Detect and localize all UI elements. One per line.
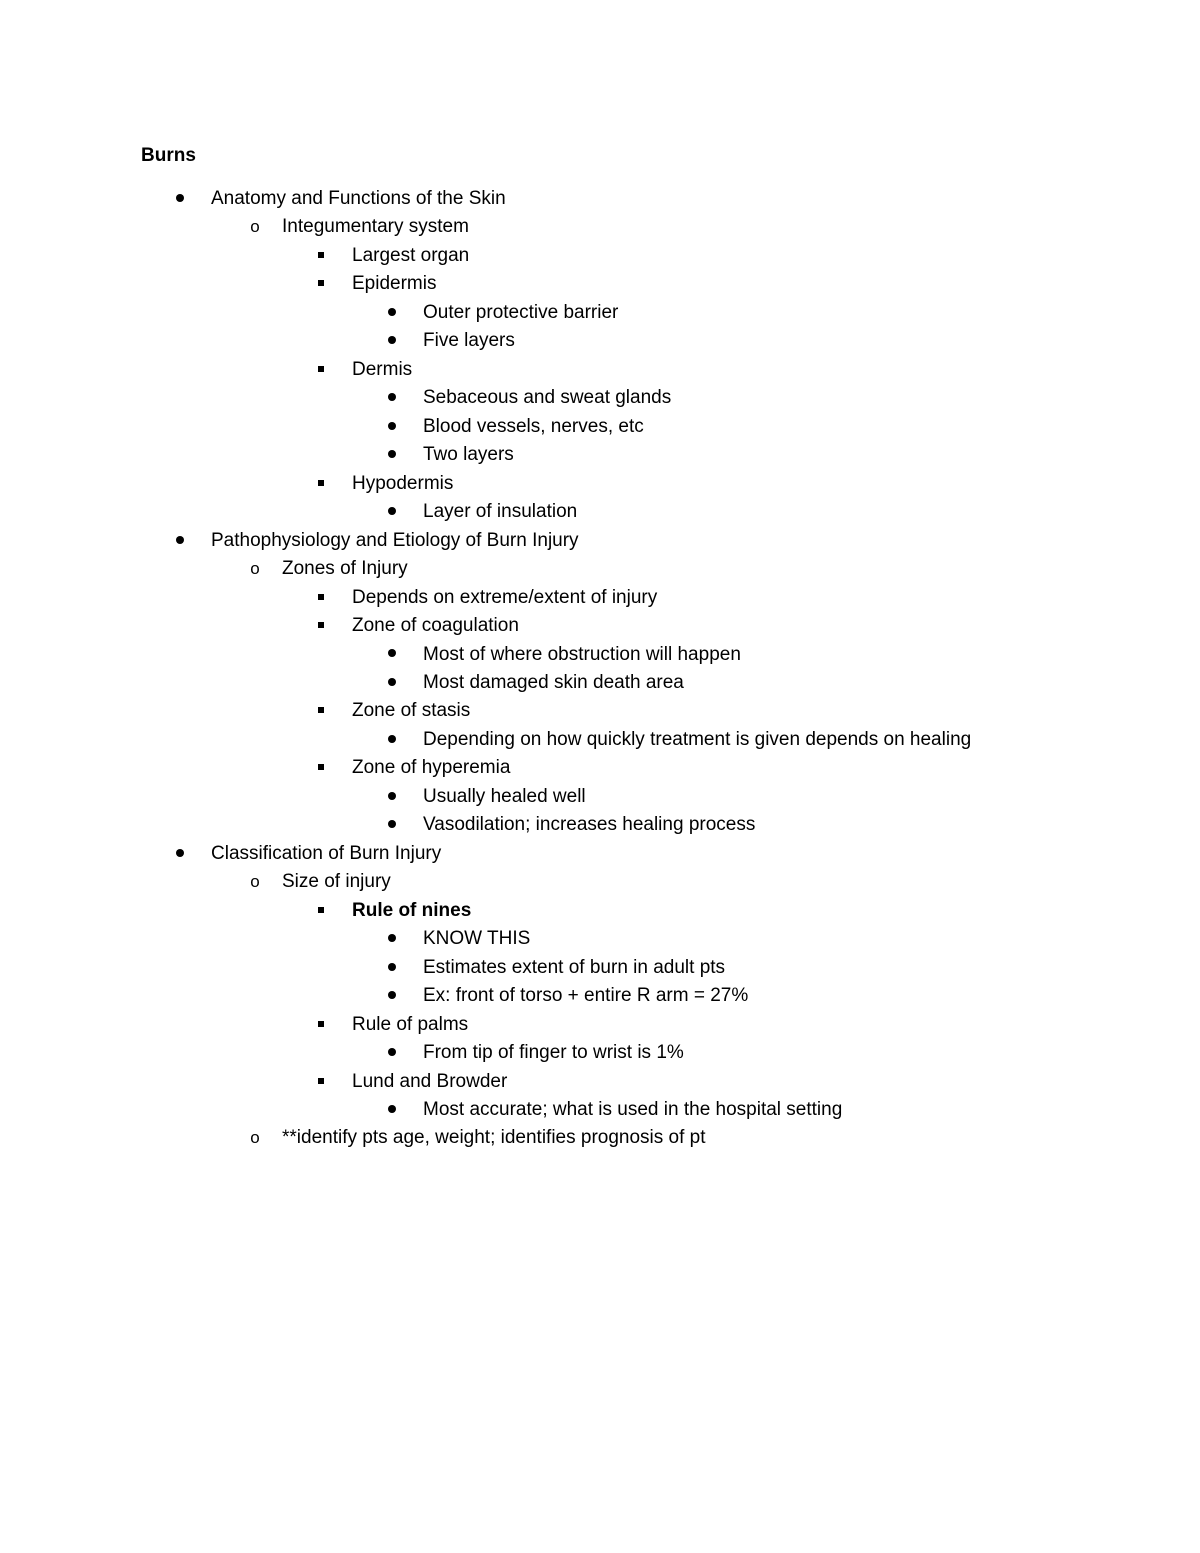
- outline-item-text: Size of injury: [282, 871, 391, 893]
- outline-item-text: Two layers: [423, 444, 514, 466]
- outline-item-level-4: [0, 498, 1200, 526]
- outline-item-level-1: [0, 840, 1200, 868]
- outline-item-level-4: [0, 641, 1200, 669]
- outline-item-text: Rule of nines: [352, 899, 472, 921]
- circle-bullet-icon: o: [250, 872, 260, 892]
- outline-item-level-3: [0, 470, 1200, 498]
- outline-item-text: Lund and Browder: [352, 1070, 508, 1092]
- circle-bullet-icon: o: [250, 217, 260, 237]
- disc-bullet-icon: [380, 954, 404, 982]
- outline-item-level-4: [0, 384, 1200, 412]
- outline-item-text: Estimates extent of burn in adult pts: [423, 956, 726, 978]
- outline-item-level-4: [0, 1039, 1200, 1067]
- outline-item-text: Epidermis: [352, 273, 437, 295]
- outline-item-level-1: [0, 527, 1200, 555]
- outline-item-level-4: [0, 669, 1200, 697]
- disc-bullet-icon: [380, 1096, 404, 1124]
- disc-bullet-icon: [380, 982, 404, 1010]
- outline-item-text: Vasodilation; increases healing process: [423, 814, 756, 836]
- outline-item-level-4: [0, 811, 1200, 839]
- disc-bullet-icon: [380, 498, 404, 526]
- outline-item-text: Outer protective barrier: [423, 301, 619, 323]
- outline-item-level-4: [0, 783, 1200, 811]
- outline-item-text: KNOW THIS: [423, 928, 531, 950]
- square-bullet-icon: [309, 242, 333, 270]
- outline-item-level-3: [0, 356, 1200, 384]
- outline-item-level-3: [0, 584, 1200, 612]
- square-bullet-icon: [309, 356, 333, 384]
- disc-bullet-icon: [168, 185, 192, 213]
- outline-item-text: From tip of finger to wrist is 1%: [423, 1042, 684, 1064]
- outline-item-text: Integumentary system: [282, 216, 469, 238]
- outline-item-level-2: [0, 213, 1200, 241]
- square-bullet-icon: [309, 1011, 333, 1039]
- outline-item-text: Largest organ: [352, 244, 470, 266]
- outline-item-text: Most damaged skin death area: [423, 671, 684, 693]
- outline-item-text: Dermis: [352, 358, 413, 380]
- outline-item-level-2: [0, 1124, 1200, 1152]
- outline-item-text: **identify pts age, weight; identifies prognosis of pt: [282, 1127, 706, 1149]
- disc-bullet-icon: [380, 641, 404, 669]
- outline-item-level-2: [0, 555, 1200, 583]
- outline-item-level-4: [0, 327, 1200, 355]
- outline-item-level-1: [0, 185, 1200, 213]
- square-bullet-icon: [309, 470, 333, 498]
- outline-item-level-4: [0, 299, 1200, 327]
- disc-bullet-icon: [380, 384, 404, 412]
- outline-item-text: Most of where obstruction will happen: [423, 643, 741, 665]
- outline-item-level-3: [0, 612, 1200, 640]
- outline-item-level-3: [0, 270, 1200, 298]
- outline-item-level-4: [0, 925, 1200, 953]
- outline-item-text: Most accurate; what is used in the hospital setting: [423, 1099, 843, 1120]
- outline-item-level-4: [0, 726, 1200, 754]
- outline-item-text: Usually healed well: [423, 785, 586, 807]
- outline-item-text: Zones of Injury: [282, 558, 408, 580]
- disc-bullet-icon: [380, 726, 404, 754]
- disc-bullet-icon: [168, 840, 192, 868]
- outline-item-text: Five layers: [423, 330, 515, 352]
- outline-item-level-3: [0, 897, 1200, 925]
- square-bullet-icon: [309, 1068, 333, 1096]
- outline-item-level-4: [0, 954, 1200, 982]
- outline-item-level-3: [0, 754, 1200, 782]
- outline-item-level-3: [0, 1011, 1200, 1039]
- outline-item-level-4: [0, 1096, 1200, 1124]
- outline-item-text: Layer of insulation: [423, 501, 578, 523]
- outline-item-text: Classification of Burn Injury: [211, 842, 442, 864]
- square-bullet-icon: [309, 584, 333, 612]
- outline-item-text: Ex: front of torso + entire R arm = 27%: [423, 985, 749, 1007]
- outline-item-text: Zone of hyperemia: [352, 757, 511, 779]
- disc-bullet-icon: [380, 299, 404, 327]
- outline-item-level-4: [0, 413, 1200, 441]
- outline-item-level-2: [0, 868, 1200, 896]
- outline-list: [0, 185, 1200, 1153]
- disc-bullet-icon: [380, 925, 404, 953]
- circle-bullet-icon: o: [250, 559, 260, 579]
- outline-item-text: Zone of coagulation: [352, 615, 519, 637]
- outline-item-level-4: [0, 982, 1200, 1010]
- disc-bullet-icon: [380, 783, 404, 811]
- outline-item-text: Anatomy and Functions of the Skin: [211, 188, 506, 209]
- outline-item-text: Hypodermis: [352, 472, 454, 494]
- disc-bullet-icon: [380, 327, 404, 355]
- disc-bullet-icon: [380, 413, 404, 441]
- square-bullet-icon: [309, 754, 333, 782]
- disc-bullet-icon: [380, 669, 404, 697]
- document-title: Burns: [141, 145, 196, 166]
- square-bullet-icon: [309, 270, 333, 298]
- outline-item-text: Rule of palms: [352, 1013, 469, 1035]
- outline-item-text: Sebaceous and sweat glands: [423, 387, 672, 409]
- circle-bullet-icon: o: [250, 1128, 260, 1148]
- disc-bullet-icon: [380, 441, 404, 469]
- disc-bullet-icon: [168, 527, 192, 555]
- outline-item-level-3: [0, 1068, 1200, 1096]
- outline-item-text: Depending on how quickly treatment is given depends on healing: [423, 728, 972, 750]
- square-bullet-icon: [309, 612, 333, 640]
- square-bullet-icon: [309, 697, 333, 725]
- outline-item-text: Pathophysiology and Etiology of Burn Injury: [211, 529, 579, 551]
- outline-item-text: Depends on extreme/extent of injury: [352, 586, 658, 608]
- outline-item-text: Blood vessels, nerves, etc: [423, 415, 644, 437]
- outline-item-level-4: [0, 441, 1200, 469]
- square-bullet-icon: [309, 897, 333, 925]
- outline-item-text: Zone of stasis: [352, 700, 471, 722]
- disc-bullet-icon: [380, 1039, 404, 1067]
- outline-item-level-3: [0, 242, 1200, 270]
- disc-bullet-icon: [380, 811, 404, 839]
- outline-item-level-3: [0, 697, 1200, 725]
